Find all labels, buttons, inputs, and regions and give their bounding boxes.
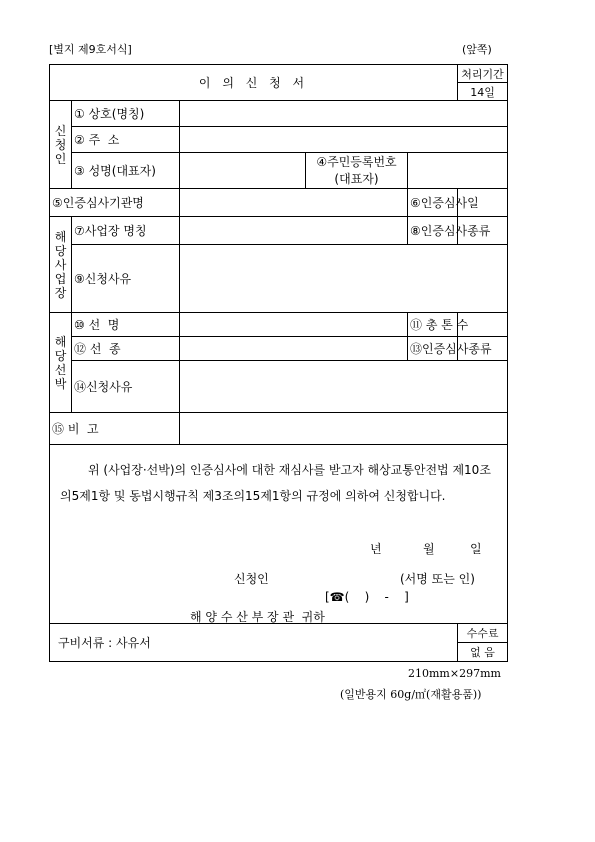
resident-number-label: ④주민등록번호 (대표자) bbox=[306, 153, 408, 189]
ship-group-label: 해당선박 bbox=[50, 313, 72, 413]
gross-tonnage-label: ⑪ 총 톤 수 bbox=[408, 313, 458, 337]
ship-audit-type-label: ⑬인증심사종류 bbox=[408, 337, 458, 361]
ship-reason-field[interactable] bbox=[180, 361, 508, 413]
ship-reason-label: ⑭신청사유 bbox=[72, 361, 180, 413]
ship-name-field[interactable] bbox=[180, 313, 408, 337]
recipient: 해 양 수 산 부 장 관 귀하 bbox=[190, 610, 325, 624]
form-title: 이 의 신 청 서 bbox=[50, 65, 458, 101]
page-side-label: (앞쪽) bbox=[462, 43, 492, 56]
ship-kind-label: ⑫ 선 종 bbox=[72, 337, 180, 361]
sign-hint: (서명 또는 인) bbox=[400, 572, 475, 586]
audit-date-label: ⑥인증심사일 bbox=[408, 189, 458, 217]
workplace-audit-type-label: ⑧인증심사종류 bbox=[408, 217, 458, 245]
workplace-name-label: ⑦사업장 명칭 bbox=[72, 217, 180, 245]
date-year: 년 bbox=[370, 542, 382, 556]
remarks-label: ⑮ 비 고 bbox=[50, 413, 180, 445]
representative-name-field[interactable] bbox=[180, 153, 306, 189]
phone-line: [☎( ) - ] bbox=[325, 590, 409, 604]
processing-period-label: 처리기간 bbox=[458, 65, 508, 83]
remarks-field[interactable] bbox=[180, 413, 508, 445]
ship-kind-field[interactable] bbox=[180, 337, 408, 361]
date-day: 일 bbox=[470, 542, 482, 556]
declaration-text: 위 (사업장·선박)의 인증심사에 대한 재심사를 받고자 해상교통안전법 제10조의5제1항 및 동법시행규칙 제3조의15제1항의 규정에 의하여 신청합니다. bbox=[60, 463, 491, 503]
audit-agency-field[interactable] bbox=[180, 189, 408, 217]
fee-value: 없 음 bbox=[458, 643, 508, 662]
address-field[interactable] bbox=[180, 127, 508, 153]
application-form-table bbox=[49, 64, 508, 662]
form-number: [별지 제9호서식] bbox=[49, 43, 132, 56]
workplace-name-field[interactable] bbox=[180, 217, 408, 245]
paper-size: 210mm×297mm bbox=[408, 667, 501, 680]
business-name-field[interactable] bbox=[180, 101, 508, 127]
applicant-sign-label: 신청인 bbox=[234, 572, 269, 586]
address-label: ② 주 소 bbox=[72, 127, 180, 153]
processing-period-value: 14일 bbox=[458, 83, 508, 101]
resident-number-field[interactable] bbox=[408, 153, 508, 189]
required-documents: 구비서류 : 사유서 bbox=[50, 624, 458, 662]
applicant-group-label: 신청인 bbox=[50, 101, 72, 189]
workplace-reason-label: ⑨신청사유 bbox=[72, 245, 180, 313]
workplace-reason-field[interactable] bbox=[180, 245, 508, 313]
ship-name-label: ⑩ 선 명 bbox=[72, 313, 180, 337]
representative-name-label: ③ 성명(대표자) bbox=[72, 153, 180, 189]
audit-agency-label: ⑤인증심사기관명 bbox=[50, 189, 180, 217]
workplace-group-label: 해당사업장 bbox=[50, 217, 72, 313]
date-month: 월 bbox=[423, 542, 435, 556]
fee-label: 수수료 bbox=[458, 624, 508, 643]
paper-type: (일반용지 60g/㎡(재활용품)) bbox=[340, 688, 482, 701]
declaration-block bbox=[50, 445, 508, 624]
business-name-label: ① 상호(명칭) bbox=[72, 101, 180, 127]
